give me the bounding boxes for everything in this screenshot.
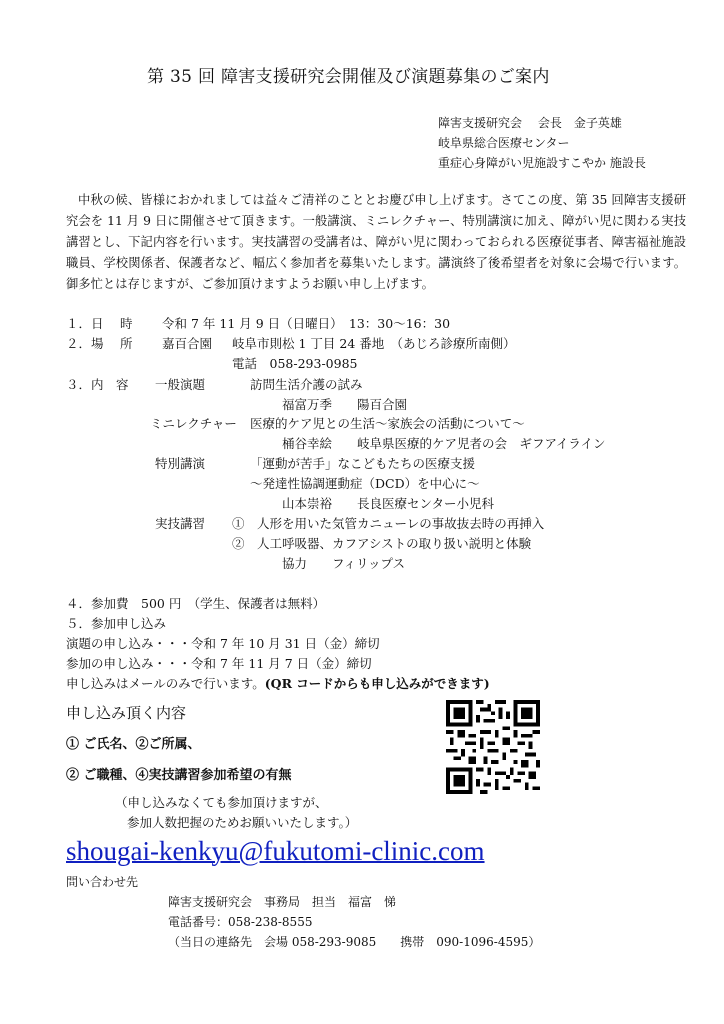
content-label: ３．内 容 [66, 377, 129, 392]
place-name: 嘉百合園 [162, 336, 213, 351]
apply-label: ５．参加申し込み [66, 616, 167, 631]
general-label: 一般演題 [155, 377, 206, 392]
general-title: 訪問生活介護の試み [250, 377, 363, 392]
special-label: 特別講演 [155, 456, 206, 471]
date-label: １．日 時 [66, 316, 133, 331]
fee: ４．参加費 500 円 （学生、保護者は無料） [66, 596, 326, 611]
special-speaker: 山本崇裕 長良医療センター小児科 [282, 496, 495, 511]
practical-item-1: ① 人形を用いた気管カニューレの事故抜去時の再挿入 [232, 516, 545, 531]
contact-phone: 電話番号：058-238-8555 [168, 915, 313, 929]
mini-title: 医療的ケア児との生活～家族会の活動について～ [250, 416, 525, 431]
email-only-note [66, 674, 490, 692]
intro-paragraph: 中秋の候、皆様におかれましては益々ご清祥のこととお慶び申し上げます。さてこの度、第 35 回障害支援研究会を 11 月 9 日に開催させて頂きます。一般講演、ミニレクチャー、特別講演に加え、障がい児に関わる実技講習とし、下記内容を行います。実技講習の受講者は、障がい児に関わっておられる医療従事者、障害福祉施設職員、学校関係者、保護者など、幅広く参加者を募集いたします。講演終了後希望者を対象に会場で行います。御多忙とは存じますが、ご参加頂けますようお願い申し上げます。 [66, 193, 686, 291]
general-speaker: 福富万季 陽百合園 [282, 397, 408, 412]
organizer-line-3: 重症心身障がい児施設すこやか 施設長 [438, 156, 646, 170]
date-value: 令和 7 年 11 月 9 日（日曜日） 13：30～16：30 [162, 316, 451, 331]
place-label: ２．場 所 [66, 336, 133, 351]
deadline-abstract: 演題の申し込み・・・令和 7 年 10 月 31 日（金）締切 [66, 636, 380, 651]
qr-code-icon[interactable] [446, 700, 540, 794]
mini-speaker: 桶谷幸絵 岐阜県医療的ケア児者の会 ギフアイライン [282, 436, 606, 451]
organizer-line-1: 障害支援研究会 会長 金子英雄 [438, 116, 622, 130]
practical-item-2: ② 人工呼吸器、カフアシストの取り扱い説明と体験 [232, 536, 532, 551]
organizer-line-2: 岐阜県総合医療センター [438, 136, 570, 150]
application-note-2: 参加人数把握のためお願いいたします。） [127, 815, 358, 830]
practical-label: 実技講習 [155, 516, 206, 531]
place-phone: 電話 058-293-0985 [232, 356, 358, 371]
contact-email-link[interactable]: shougai-kenkyu@fukutomi-clinic.com [66, 836, 485, 866]
place-address: 岐阜市則松 1 丁目 24 番地 （あじろ診療所南側） [232, 336, 516, 351]
application-line-2: ② ご職種、④実技講習参加希望の有無 [66, 768, 292, 783]
email-only-text: 申し込みはメールのみで行います。 [66, 676, 265, 691]
special-subtitle: ～発達性協調運動症（DCD）を中心に～ [250, 476, 480, 491]
contact-label: 問い合わせ先 [66, 875, 139, 889]
special-title: 「運動が苦手」なこどもたちの医療支援 [250, 456, 476, 471]
practical-cooperation: 協力 フィリップス [282, 556, 406, 571]
mini-label: ミニレクチャー [150, 416, 237, 431]
page-title: 第 35 回 障害支援研究会開催及び演題募集のご案内 [147, 67, 550, 87]
contact-day-of: （当日の連絡先 会場 058-293-9085 携帯 090-1096-4595） [168, 935, 541, 949]
contact-office: 障害支援研究会 事務局 担当 福富 悌 [168, 895, 397, 909]
qr-note: (QR コードからも申し込みができます) [264, 676, 490, 691]
deadline-participation: 参加の申し込み・・・令和 7 年 11 月 7 日（金）締切 [66, 656, 372, 671]
application-heading: 申し込み頂く内容 [66, 704, 187, 722]
application-line-1: ① ご氏名、②ご所属、 [66, 737, 201, 752]
application-note-1: （申し込みなくても参加頂けますが、 [115, 795, 328, 810]
